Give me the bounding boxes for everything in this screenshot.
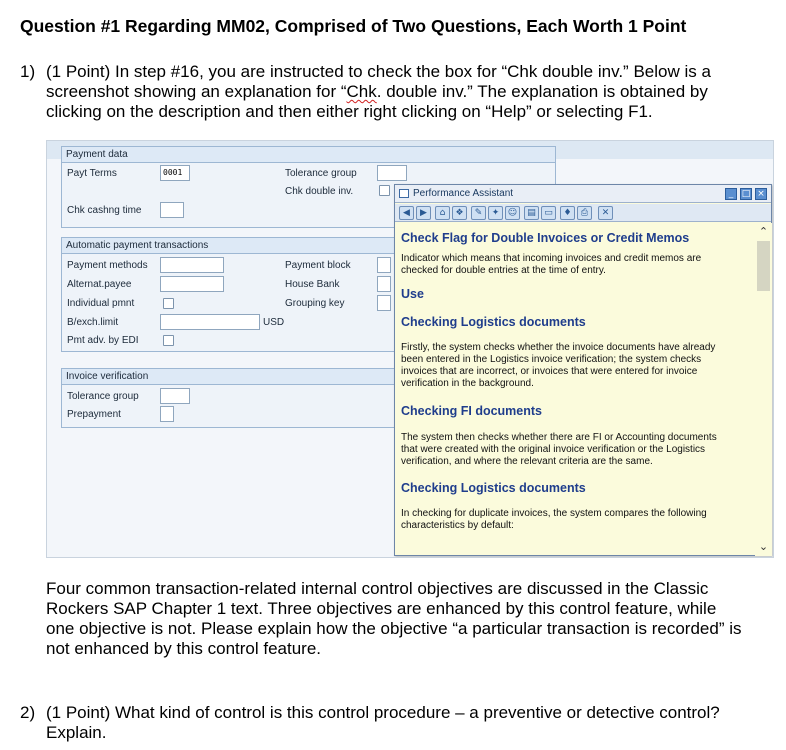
- invoice-verification-header: Invoice verification: [62, 369, 400, 385]
- paragraph-line-2: Rockers SAP Chapter 1 text. Three objectives are enhanced by this control feature, while: [46, 599, 717, 618]
- bookmark-icon[interactable]: ♦: [560, 206, 575, 220]
- paragraph-line-4: not enhanced by this control feature.: [46, 639, 322, 658]
- forward-arrow-icon[interactable]: ▶: [416, 206, 431, 220]
- body2-line-3: invoices that are incorrect, or invoices that were entered for invoice: [401, 366, 698, 377]
- question-1-number: 1): [20, 62, 36, 81]
- print-icon[interactable]: ⎙: [577, 206, 592, 220]
- maximize-icon[interactable]: □: [741, 189, 751, 199]
- page-title: Question #1 Regarding MM02, Comprised of Two Questions, Each Worth 1 Point: [20, 16, 687, 36]
- question-1-line-3: clicking on the description and then either right clicking on “Help” or selecting F1.: [46, 102, 653, 121]
- prepayment-label: Prepayment: [67, 409, 121, 420]
- house-bank-label: House Bank: [285, 279, 340, 290]
- question-1-line-2a: screenshot showing an explanation for “: [46, 82, 347, 101]
- body2-line-1: Firstly, the system checks whether the invoice documents have already: [401, 342, 716, 353]
- body4-line-1: In checking for duplicate invoices, the system compares the following: [401, 508, 707, 519]
- payment-methods-label: Payment methods: [67, 260, 148, 271]
- paragraph-line-1: Four common transaction-related internal control objectives are discussed in the Classic: [46, 579, 709, 598]
- inv-tolerance-group-label: Tolerance group: [67, 391, 139, 402]
- individual-pmnt-checkbox[interactable]: [163, 298, 174, 309]
- question-1-line-2c: . double inv.” The explanation is obtained by: [376, 82, 708, 101]
- body2-line-4: verification in the background.: [401, 378, 534, 389]
- sap-screenshot: [46, 140, 774, 558]
- payment-methods-input[interactable]: [160, 257, 224, 273]
- help-window-icon: [399, 189, 409, 198]
- performance-assistant-window: [394, 184, 772, 556]
- chk-double-inv-checkbox[interactable]: [379, 185, 390, 196]
- alternat-payee-label: Alternat.payee: [67, 279, 132, 290]
- payment-data-header: Payment data: [62, 147, 555, 163]
- assistant-content: [395, 223, 755, 556]
- scrollbar-thumb[interactable]: [757, 241, 770, 291]
- currency-label: USD: [263, 317, 285, 328]
- payment-block-input[interactable]: [377, 257, 391, 273]
- payt-terms-value: 0001: [163, 168, 183, 177]
- paragraph-line-3: one objective is not. Please explain how the objective “a particular transaction is recorded” is: [46, 619, 742, 638]
- cancel-icon[interactable]: ✕: [598, 206, 613, 220]
- question-2-number: 2): [20, 703, 36, 722]
- spellcheck-word: Chk: [346, 82, 377, 101]
- chk-cashng-time-label: Chk cashng time: [67, 205, 142, 216]
- question-1-line-2: [46, 82, 708, 102]
- grouping-key-input[interactable]: [377, 295, 391, 311]
- body4-line-2: characteristics by default:: [401, 520, 514, 531]
- back-arrow-icon[interactable]: ◀: [399, 206, 414, 220]
- question-1-line-1: (1 Point) In step #16, you are instructed to check the box for “Chk double inv.” Below is a: [46, 62, 711, 81]
- prepayment-input[interactable]: [160, 406, 174, 422]
- heading-use: Use: [401, 287, 424, 301]
- heading-checking-fi: Checking FI documents: [401, 404, 542, 418]
- close-icon[interactable]: ×: [755, 188, 767, 200]
- chk-double-inv-label[interactable]: Chk double inv.: [285, 186, 354, 197]
- scroll-up-icon[interactable]: ⌃: [758, 225, 769, 238]
- question-2-line-1: (1 Point) What kind of control is this control procedure – a preventive or detective control?: [46, 703, 720, 722]
- payt-terms-input[interactable]: [160, 165, 190, 181]
- document-icon[interactable]: ▤: [524, 206, 539, 220]
- alternat-payee-input[interactable]: [160, 276, 224, 292]
- payment-block-label: Payment block: [285, 260, 351, 271]
- heading-check-flag: Check Flag for Double Invoices or Credit Memos: [401, 231, 690, 245]
- body1-line-1: Indicator which means that incoming invoices and credit memos are: [401, 253, 702, 264]
- house-bank-input[interactable]: [377, 276, 391, 292]
- inv-tolerance-group-input[interactable]: [160, 388, 190, 404]
- grouping-key-label: Grouping key: [285, 298, 345, 309]
- chk-cashng-time-input[interactable]: [160, 202, 184, 218]
- pmt-adv-edi-label: Pmt adv. by EDI: [67, 335, 139, 346]
- assistant-toolbar: [395, 204, 771, 222]
- b-exch-limit-label: B/exch.limit: [67, 317, 119, 328]
- minimize-icon[interactable]: _: [725, 188, 737, 200]
- home-icon[interactable]: ⌂: [435, 206, 450, 220]
- b-exch-limit-input[interactable]: [160, 314, 260, 330]
- structure-icon[interactable]: ❖: [452, 206, 467, 220]
- heading-checking-logistics-2: Checking Logistics documents: [401, 481, 586, 495]
- question-2-line-2: Explain.: [46, 723, 107, 742]
- payt-terms-label: Payt Terms: [67, 168, 117, 179]
- performance-assistant-titlebar: Performance Assistant: [395, 185, 771, 203]
- tolerance-group-input[interactable]: [377, 165, 407, 181]
- edit-icon[interactable]: ✎: [471, 206, 486, 220]
- user-icon[interactable]: ☺: [505, 206, 520, 220]
- pmt-adv-edi-checkbox[interactable]: [163, 335, 174, 346]
- body2-line-2: been entered in the Logistics invoice verification; the system checks: [401, 354, 702, 365]
- body3-line-3: verification, and where the relevant criteria are the same.: [401, 456, 653, 467]
- body3-line-1: The system then checks whether there are FI or Accounting documents: [401, 432, 717, 443]
- tools-icon[interactable]: ✦: [488, 206, 503, 220]
- individual-pmnt-label: Individual pmnt: [67, 298, 135, 309]
- scroll-down-icon[interactable]: ⌄: [758, 540, 769, 553]
- screen-icon[interactable]: ▭: [541, 206, 556, 220]
- tolerance-group-label: Tolerance group: [285, 168, 357, 179]
- body3-line-2: that were created with the original invoice verification or the Logistics: [401, 444, 706, 455]
- auto-payment-header: Automatic payment transactions: [62, 238, 400, 254]
- body1-line-2: checked for double entries at the time of entry.: [401, 265, 606, 276]
- heading-checking-logistics: Checking Logistics documents: [401, 315, 586, 329]
